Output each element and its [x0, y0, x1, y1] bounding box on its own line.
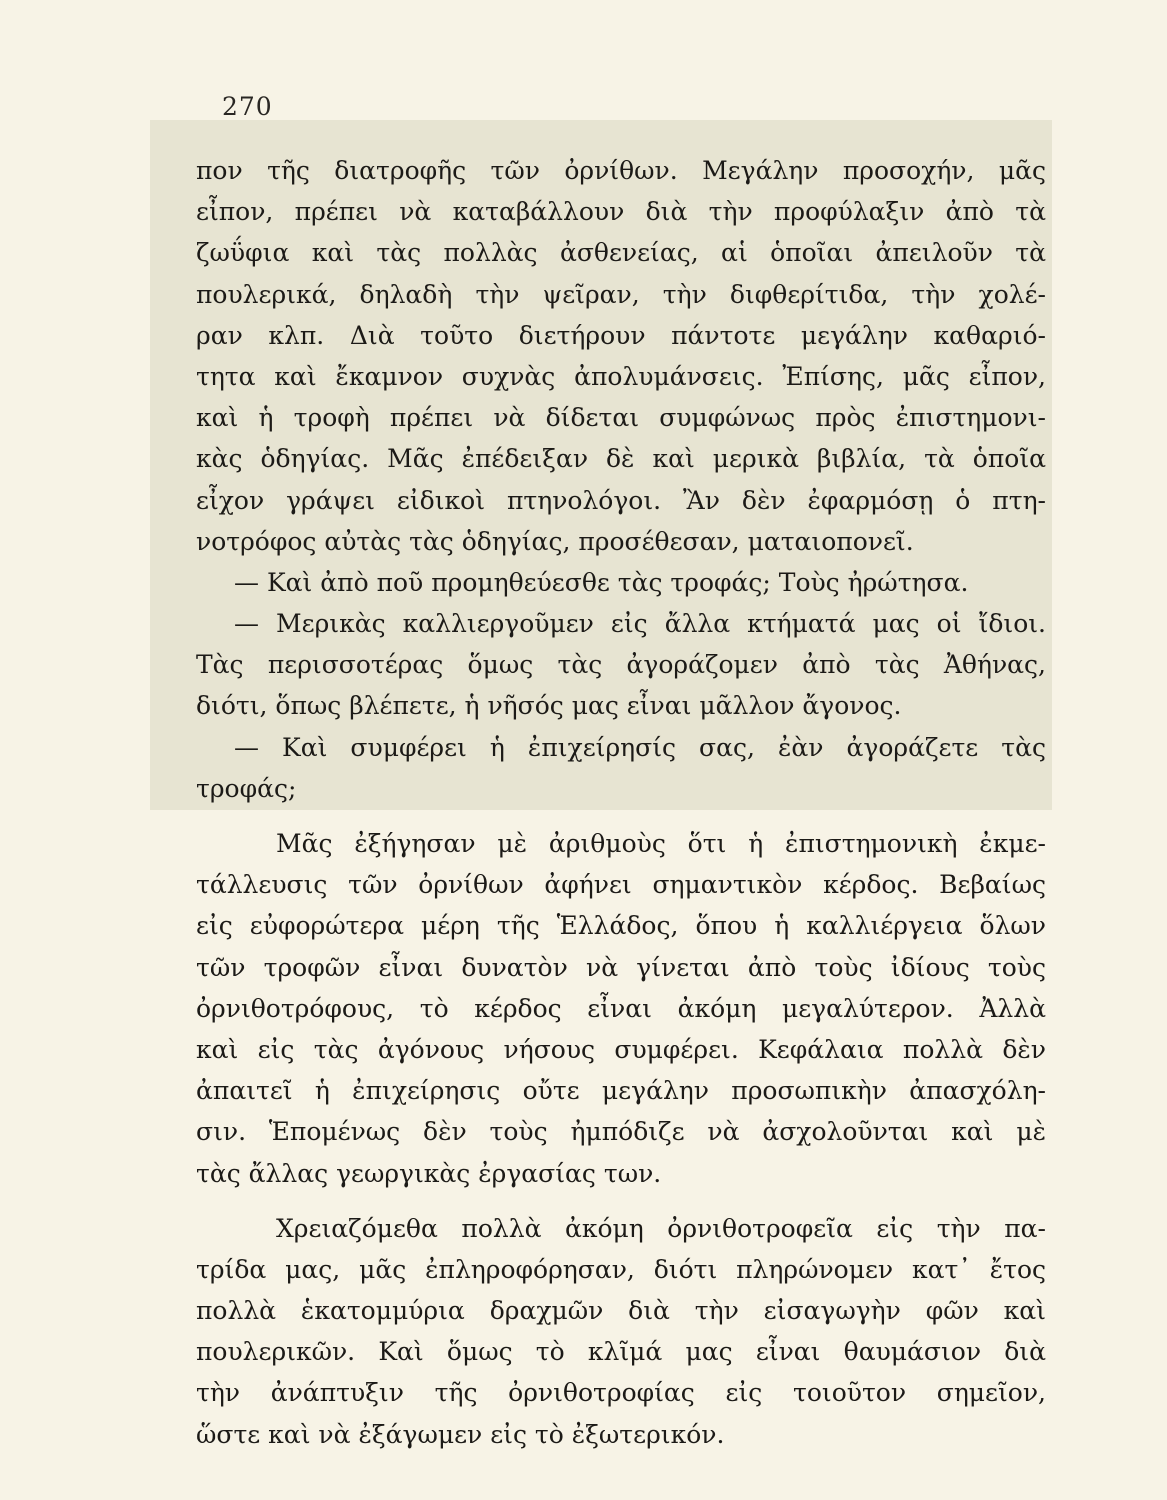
paragraph-line: τρίδα μας, μᾶς ἐπληροφόρησαν, διότι πληρώνομεν κατ᾽ ἔτος	[196, 1254, 1046, 1284]
dialogue-line: — Μερικὰς καλλιεργοῦμεν εἰς ἄλλα κτήματά μας οἱ ἴδιοι.	[234, 609, 1046, 639]
paragraph-line: Χρειαζόμεθα πολλὰ ἀκόμη ὀρνιθοτροφεῖα εἰς τὴν πα-	[276, 1213, 1046, 1243]
paragraph-line: ὥστε καὶ νὰ ἐξάγωμεν εἰς τὸ ἐξωτερικόν.	[196, 1419, 725, 1449]
text-line: καὶ ἡ τροφὴ πρέπει νὰ δίδεται συμφώνως πρὸς ἐπιστημονι-	[196, 403, 1046, 433]
paragraph-gap	[196, 809, 1046, 823]
text-line: κὰς ὁδηγίας. Μᾶς ἐπέδειξαν δὲ καὶ μερικὰ βιβλία, τὰ ὁποῖα	[196, 444, 1046, 474]
text-line: εἶπον, πρέπει νὰ καταβάλλουν διὰ τὴν προφύλαξιν ἀπὸ τὰ	[196, 197, 1046, 227]
paragraph-gap	[196, 1194, 1046, 1208]
page-number: 270	[222, 92, 273, 121]
paragraph-line: εἰς εὐφορώτερα μέρη τῆς Ἑλλάδος, ὅπου ἡ καλλιέργεια ὅλων	[196, 911, 1046, 941]
paragraph-line: τῶν τροφῶν εἶναι δυνατὸν νὰ γίνεται ἀπὸ τοὺς ἰδίους τοὺς	[196, 952, 1046, 982]
text-line: νοτρόφος αὐτὰς τὰς ὁδηγίας, προσέθεσαν, ματαιοπονεῖ.	[196, 526, 914, 556]
text-line: τροφάς;	[196, 773, 297, 803]
text-line: ζωΰφια καὶ τὰς πολλὰς ἀσθενείας, αἱ ὁποῖαι ἀπειλοῦν τὰ	[196, 238, 1046, 268]
text-line: εἶχον γράψει εἰδικοὶ πτηνολόγοι. Ἂν δὲν ἐφαρμόσῃ ὁ πτη-	[196, 485, 1046, 515]
paragraph-line: ὀρνιθοτρόφους, τὸ κέρδος εἶναι ἀκόμη μεγαλύτερον. Ἀλλὰ	[196, 993, 1046, 1023]
paragraph-line: Μᾶς ἐξήγησαν μὲ ἀριθμοὺς ὅτι ἡ ἐπιστημονικὴ ἐκμε-	[276, 829, 1046, 858]
dialogue-line: — Καὶ ἀπὸ ποῦ προμηθεύεσθε τὰς τροφάς; Τοὺς ἠρώτησα.	[234, 567, 969, 597]
paragraph-line: τάλλευσις τῶν ὀρνίθων ἀφήνει σημαντικὸν κέρδος. Βεβαίως	[196, 870, 1046, 900]
paragraph-line: καὶ εἰς τὰς ἀγόνους νήσους συμφέρει. Κεφάλαια πολλὰ δὲν	[196, 1034, 1046, 1064]
paragraph-line: τὰς ἄλλας γεωργικὰς ἐργασίας των.	[196, 1158, 662, 1188]
dialogue-line: — Καὶ συμφέρει ἡ ἐπιχείρησίς σας, ἐὰν ἀγοράζετε τὰς	[234, 732, 1046, 762]
text-line: διότι, ὅπως βλέπετε, ἡ νῆσός μας εἶναι μᾶλλον ἄγονος.	[196, 691, 902, 721]
paragraph-line: ἀπαιτεῖ ἡ ἐπιχείρησις οὔτε μεγάλην προσωπικὴν ἀπασχόλη-	[196, 1076, 1046, 1106]
paragraph-line: σιν. Ἑπομένως δὲν τοὺς ἠμπόδιζε νὰ ἀσχολοῦνται καὶ μὲ	[196, 1117, 1046, 1147]
paragraph-line: τὴν ἀνάπτυξιν τῆς ὀρνιθοτροφίας εἰς τοιοῦτον σημεῖον,	[196, 1378, 1046, 1408]
paragraph-line: πολλὰ ἑκατομμύρια δραχμῶν διὰ τὴν εἰσαγωγὴν φῶν καὶ	[196, 1296, 1046, 1326]
text-line: πουλερικά, δηλαδὴ τὴν ψεῖραν, τὴν διφθερίτιδα, τὴν χολέ-	[196, 279, 1046, 309]
body-text	[196, 150, 1046, 1455]
text-line: Τὰς περισσοτέρας ὅμως τὰς ἀγοράζομεν ἀπὸ τὰς Ἀθήνας,	[196, 650, 1046, 680]
text-line: πον τῆς διατροφῆς τῶν ὀρνίθων. Μεγάλην προσοχήν, μᾶς	[196, 156, 1046, 185]
paragraph-line: πουλερικῶν. Καὶ ὅμως τὸ κλῖμά μας εἶναι θαυμάσιον διὰ	[196, 1337, 1046, 1367]
text-line: ραν κλπ. Διὰ τοῦτο διετήρουν πάντοτε μεγάλην καθαριό-	[196, 320, 1046, 350]
text-line: τητα καὶ ἔκαμνον συχνὰς ἀπολυμάνσεις. Ἐπίσης, μᾶς εἶπον,	[196, 361, 1046, 391]
